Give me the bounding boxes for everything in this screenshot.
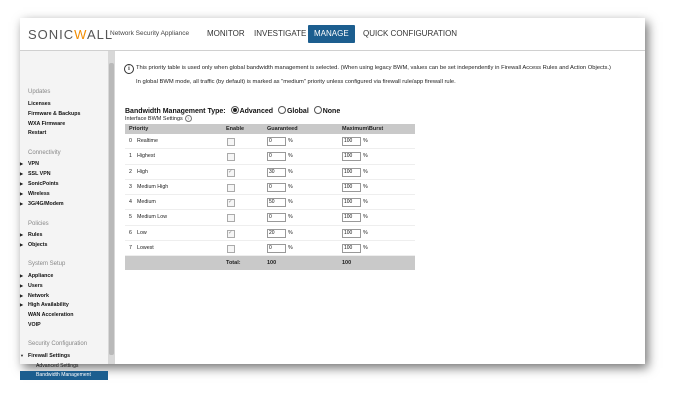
product-name: Network Security Appliance (110, 30, 190, 37)
sidebar-section-updates: Updates (28, 89, 51, 95)
sidebar-item-ssl-vpn[interactable]: ▶ SSL VPN (28, 171, 51, 177)
sidebar-item-wan-acceleration[interactable]: WAN Acceleration (28, 312, 74, 318)
bandwidth-management-type (125, 106, 340, 115)
total-maximum: 100 (342, 260, 352, 267)
sidebar-section-connectivity: Connectivity (28, 150, 61, 156)
maximum-input[interactable]: 100 (342, 198, 361, 207)
maximum-percent: % (363, 214, 368, 221)
table-row (125, 226, 415, 241)
priority-number: 0 (129, 138, 132, 144)
guaranteed-input[interactable]: 0 (267, 137, 286, 146)
priority-name: Medium High (137, 183, 169, 190)
sonicwall-logo: SONICWALL (28, 27, 114, 42)
priority-number: 1 (129, 153, 132, 160)
guaranteed-percent: % (288, 229, 293, 236)
priority-name: Lowest (137, 245, 154, 252)
sidebar-item-wxa-firmware[interactable]: WXA Firmware (28, 121, 66, 127)
header-guaranteed: Guaranteed (267, 126, 298, 132)
priority-table (125, 124, 415, 270)
radio-advanced[interactable] (231, 106, 239, 114)
sidebar-section-system-setup: System Setup (28, 261, 66, 267)
radio-global-label: Global (286, 108, 309, 115)
info-text-line2: In global BWM mode, all traffic (by default) is marked as "medium" priority unless configured via firewall rule/app firewall rule. (136, 79, 456, 85)
sidebar-item-restart[interactable]: Restart (28, 130, 47, 136)
total-guaranteed: 100 (267, 260, 277, 267)
enable-checkbox[interactable] (227, 245, 235, 253)
maximum-percent: % (363, 153, 368, 160)
app-window (20, 18, 645, 378)
sidebar-scrollbar[interactable] (108, 51, 115, 364)
guaranteed-percent: % (288, 183, 293, 190)
maximum-percent: % (363, 199, 368, 206)
guaranteed-input[interactable]: 0 (267, 213, 286, 222)
sidebar-item-high-availability[interactable]: ▶ High Availability (28, 302, 69, 308)
sidebar-item-network[interactable]: ▶ Network (28, 293, 49, 299)
main-content (120, 51, 645, 364)
maximum-input[interactable]: 100 (342, 213, 361, 222)
priority-number: 5 (129, 214, 132, 221)
table-row (125, 149, 415, 164)
maximum-input[interactable]: 100 (342, 183, 361, 192)
guaranteed-input[interactable]: 0 (267, 183, 286, 192)
guaranteed-percent: % (288, 153, 293, 160)
priority-number: 2 (129, 168, 132, 175)
header-priority: Priority (129, 126, 149, 132)
sidebar-subitem-bandwidth-management[interactable]: Bandwidth Management (20, 371, 108, 380)
table-row (125, 195, 415, 210)
table-row (125, 180, 415, 195)
maximum-percent: % (363, 183, 368, 190)
priority-name: Low (137, 229, 147, 236)
radio-global[interactable] (278, 106, 286, 114)
enable-checkbox[interactable] (227, 199, 235, 207)
sidebar-item-3g-4g-modem[interactable]: ▶ 3G/4G/Modem (28, 201, 64, 207)
table-header (125, 124, 415, 134)
guaranteed-percent: % (288, 168, 293, 175)
table-row (125, 134, 415, 149)
maximum-input[interactable]: 100 (342, 152, 361, 161)
maximum-percent: % (363, 245, 368, 252)
maximum-input[interactable]: 100 (342, 229, 361, 238)
table-row (125, 241, 415, 256)
guaranteed-percent: % (288, 245, 293, 252)
priority-name: Medium Low (137, 214, 168, 221)
priority-number: 3 (129, 183, 132, 190)
guaranteed-percent: % (288, 214, 293, 221)
priority-name: Highest (137, 153, 155, 160)
maximum-input[interactable]: 100 (342, 168, 361, 177)
priority-number: 7 (129, 245, 132, 252)
radio-none[interactable] (314, 106, 322, 114)
sidebar-item-rules[interactable]: ▶ Rules (28, 232, 42, 238)
table-footer (125, 256, 415, 270)
radio-none-label: None (322, 108, 341, 115)
radio-advanced-label: Advanced (239, 108, 274, 115)
nav-quick-configuration[interactable]: QUICK CONFIGURATION (363, 29, 458, 38)
bw-type-label: Bandwidth Management Type: (125, 108, 226, 115)
sidebar-item-objects[interactable]: ▶ Objects (28, 242, 47, 248)
priority-name: Realtime (137, 138, 158, 144)
table-row (125, 165, 415, 180)
sidebar-section-security-configuration: Security Configuration (28, 341, 88, 347)
priority-number: 4 (129, 199, 132, 206)
table-row (125, 210, 415, 225)
sidebar-item-voip[interactable]: VOIP (28, 322, 41, 328)
total-label: Total: (226, 260, 241, 267)
maximum-percent: % (363, 138, 368, 144)
top-bar (20, 18, 645, 51)
priority-name: Medium (137, 199, 156, 206)
sidebar-section-policies: Policies (28, 221, 49, 227)
sidebar-item-wireless[interactable]: ▶ Wireless (28, 191, 50, 197)
sidebar-item-appliance[interactable]: ▶ Appliance (28, 273, 53, 279)
priority-number: 6 (129, 229, 132, 236)
maximum-input[interactable]: 100 (342, 244, 361, 253)
nav-investigate[interactable]: INVESTIGATE (254, 29, 307, 38)
sidebar-item-users[interactable]: ▶ Users (28, 283, 43, 289)
nav-monitor[interactable]: MONITOR (207, 29, 245, 38)
guaranteed-input[interactable]: 30 (267, 168, 286, 177)
sidebar-item-firewall-settings[interactable]: ▼ Firewall Settings (28, 353, 70, 359)
enable-checkbox[interactable] (227, 184, 235, 192)
sidebar (20, 51, 108, 378)
enable-checkbox[interactable] (227, 153, 235, 161)
guaranteed-input[interactable]: 20 (267, 229, 286, 238)
guaranteed-input[interactable]: 0 (267, 244, 286, 253)
header-maximum-burst: Maximum\Burst (342, 126, 384, 132)
maximum-input[interactable]: 100 (342, 137, 361, 146)
info-text-line1: This priority table is used only when global bandwidth management is selected. (When using legacy BWM, values can be set independently in Firewall Access Rules and Action Objects.) (136, 65, 611, 71)
maximum-percent: % (363, 229, 368, 236)
enable-checkbox[interactable] (227, 169, 235, 177)
sidebar-item-sonicpoints[interactable]: ▶ SonicPoints (28, 181, 59, 187)
guaranteed-percent: % (288, 138, 293, 144)
scrollbar-thumb[interactable] (109, 63, 114, 355)
nav-manage[interactable]: MANAGE (308, 25, 355, 43)
enable-checkbox[interactable] (227, 214, 235, 222)
enable-checkbox[interactable] (227, 138, 235, 146)
header-enable: Enable (226, 126, 245, 132)
interface-bwm-settings: Interface BWM Settings ? (125, 115, 192, 122)
guaranteed-percent: % (288, 199, 293, 206)
help-icon[interactable]: ? (185, 115, 192, 122)
guaranteed-input[interactable]: 50 (267, 198, 286, 207)
priority-name: High (137, 168, 148, 175)
info-icon: i (124, 64, 134, 74)
guaranteed-input[interactable]: 0 (267, 152, 286, 161)
sidebar-item-licenses[interactable]: Licenses (28, 101, 51, 107)
sidebar-item-vpn[interactable]: ▶ VPN (28, 161, 39, 167)
sidebar-item-firmware-backups[interactable]: Firmware & Backups (28, 111, 81, 117)
sidebar-subitem-advanced-settings[interactable]: Advanced Settings (36, 363, 79, 369)
enable-checkbox[interactable] (227, 230, 235, 238)
maximum-percent: % (363, 168, 368, 175)
